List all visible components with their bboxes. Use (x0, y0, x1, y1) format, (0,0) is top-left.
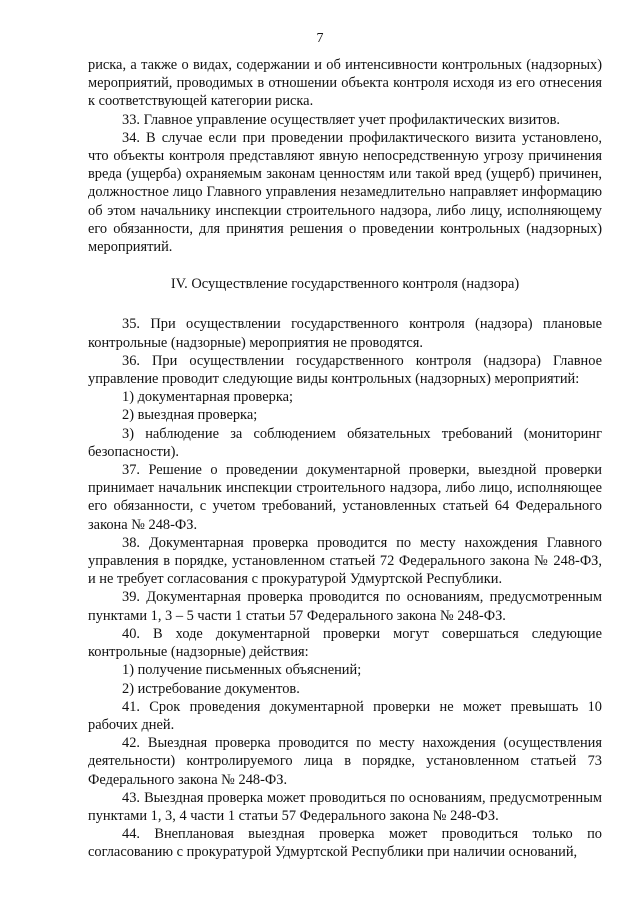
paragraph-44: 44. Внеплановая выездная проверка может проводиться только по согласованию с прокуратурой Удмуртской Республики при наличии оснований, (88, 826, 602, 861)
list-item-monitoring: 3) наблюдение за соблюдением обязательных требований (мониторинг безопасности). (88, 425, 602, 460)
document-body (88, 56, 602, 862)
list-item-written-explanations: 1) получение письменных объяснений; (122, 662, 362, 679)
paragraph-34: 34. В случае если при проведении профилактического визита установлено, что объекты контроля представляют явную непосредственную угрозу причинения вреда (ущерба) охраняемым законам ценностям или такой вред (ущерб) причинен, должностное лицо Главного управления незамедлительно направляет информацию об этом начальнику инспекции строительного надзора, либо лицу, исполняющему его обязанности, для принятия решения о проведении контрольных (надзорных) мероприятий. (88, 129, 602, 256)
paragraph-43: 43. Выездная проверка может проводиться по основаниям, предусмотренным пунктами 1, 3, 4 части 1 статьи 57 Федерального закона № 248-ФЗ. (88, 789, 602, 824)
paragraph-35: 35. При осуществлении государственного контроля (надзора) плановые контрольные (надзорные) мероприятия не проводятся. (88, 316, 602, 351)
paragraph-39: 39. Документарная проверка проводится по основаниям, предусмотренным пунктами 1, 3 – 5 части 1 статьи 57 Федерального закона № 248-ФЗ. (88, 589, 602, 624)
paragraph-40: 40. В ходе документарной проверки могут совершаться следующие контрольные (надзорные) действия: (88, 625, 602, 661)
paragraph-33: 33. Главное управление осуществляет учет профилактических визитов. (122, 111, 561, 128)
page-number: 7 (316, 31, 324, 46)
list-item-onsite-check: 2) выездная проверка; (122, 407, 258, 424)
list-item-document-request: 2) истребование документов. (122, 680, 300, 697)
section-heading: IV. Осуществление государственного контроля (надзора) (170, 276, 520, 293)
paragraph-37: 37. Решение о проведении документарной проверки, выездной проверки принимает начальник инспекции строительного надзора, либо лицо, исполняющее его обязанности, с учетом требований, установленных статьей 64 Федерального закона № 248-ФЗ. (88, 462, 602, 533)
paragraph-41: 41. Срок проведения документарной проверки не может превышать 10 рабочих дней. (88, 698, 602, 733)
list-item-documentary-check: 1) документарная проверка; (122, 389, 293, 406)
paragraph-38: 38. Документарная проверка проводится по месту нахождения Главного управления в порядке, установленном статьей 72 Федерального закона № 248-ФЗ, и не требует согласования с прокуратурой Удмуртской Республики. (88, 534, 602, 588)
paragraph-36: 36. При осуществлении государственного контроля (надзора) Главное управление проводит следующие виды контрольных (надзорных) мероприятий: (88, 352, 602, 388)
paragraph-continuation: риска, а также о видах, содержании и об интенсивности контрольных (надзорных) мероприятий, проводимых в отношении объекта контроля исходя из его отнесения к соответствующей категории риска. (88, 57, 602, 110)
paragraph-42: 42. Выездная проверка проводится по месту нахождения (осуществления деятельности) контролируемого лица в порядке, установленном статьей 73 Федерального закона № 248-ФЗ. (88, 735, 602, 788)
